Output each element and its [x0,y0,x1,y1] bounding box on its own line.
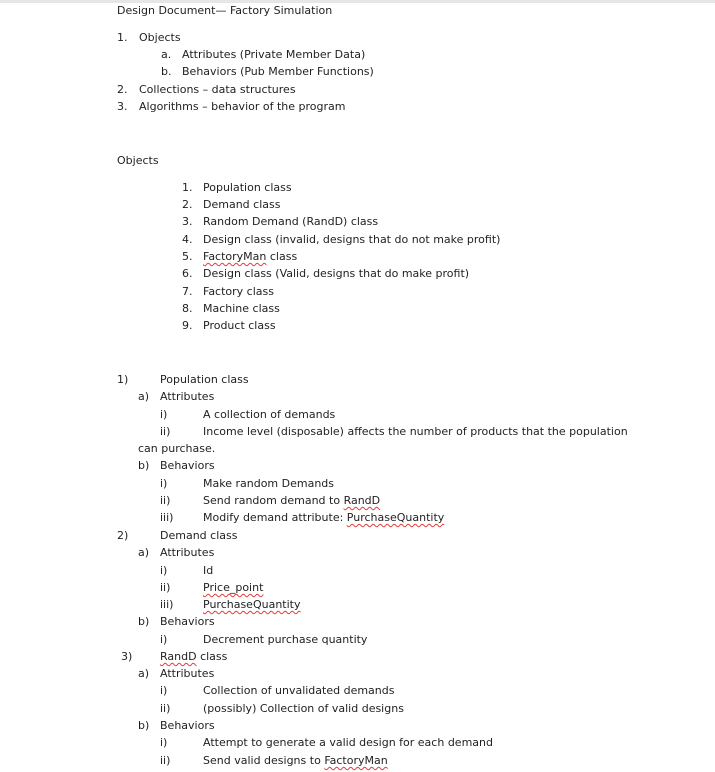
item-number: ii) [160,581,171,594]
spellcheck-word: Price_point [203,581,264,594]
item-text-body: Send random demand to [203,494,344,507]
behaviors-label: Behaviors [160,459,215,472]
list-item: Random Demand (RandD) class [203,215,379,228]
list-item: Design class (Valid, designs that do make profit) [203,267,470,280]
item-number: i) [160,633,168,646]
outline-number: 1. [117,31,128,44]
sub-letter: a) [138,390,150,403]
list-number: 2. [182,198,193,211]
list-item: Design class (invalid, designs that do not make profit) [203,233,501,246]
attributes-label: Attributes [160,667,215,680]
sub-letter: b) [138,615,150,628]
item-text: Attempt to generate a valid design for each demand [203,736,493,749]
list-number: 6. [182,267,193,280]
item-text-continued: can purchase. [138,442,216,455]
objects-heading: Objects [117,154,159,167]
item-text [203,494,380,508]
item-text-body: Modify demand attribute: [203,511,347,524]
section-number: 2) [117,529,129,542]
list-number: 1. [182,181,193,194]
spellcheck-word: PurchaseQuantity [203,598,301,611]
item-number: ii) [160,425,171,438]
section-title-suffix: class [196,650,228,663]
outline-number: 2. [117,83,128,96]
sub-letter: b) [138,459,150,472]
list-item [203,250,297,264]
list-number: 9. [182,319,193,332]
list-item: Machine class [203,302,280,315]
spellcheck-word: RandD [160,650,197,663]
attributes-label: Attributes [160,390,215,403]
item-text: (possibly) Collection of valid designs [203,702,404,715]
document-title: Design Document— Factory Simulation [117,4,333,17]
list-number: 3. [182,215,193,228]
section-number: 1) [117,373,129,386]
outline-item: Behaviors (Pub Member Functions) [182,65,374,78]
outline-item: Algorithms – behavior of the program [139,100,346,113]
spellcheck-word: PurchaseQuantity [346,511,445,524]
list-number: 7. [182,285,193,298]
section-number: 3) [121,650,133,663]
outline-number: a. [161,48,172,61]
item-text [203,511,444,525]
item-text: Make random Demands [203,477,335,490]
item-number: i) [160,684,168,697]
item-number: ii) [160,754,171,767]
spellcheck-word: FactoryMan [203,250,267,263]
outline-item: Objects [139,31,181,44]
attributes-label: Attributes [160,546,215,559]
item-text: Decrement purchase quantity [203,633,368,646]
spellcheck-word: RandD [343,494,381,507]
item-text: Income level (disposable) affects the number of products that the population [203,425,628,438]
list-item: Demand class [203,198,281,211]
behaviors-label: Behaviors [160,615,215,628]
section-title: Population class [160,373,249,386]
outline-number: 3. [117,100,128,113]
outline-number: b. [161,65,172,78]
list-number: 8. [182,302,193,315]
outline-item: Collections – data structures [139,83,296,96]
item-number: i) [160,736,168,749]
item-number: iii) [160,598,174,611]
section-title [160,650,227,664]
list-item: Population class [203,181,292,194]
list-number: 5. [182,250,193,263]
item-text: Collection of unvalidated demands [203,684,395,697]
spellcheck-word: FactoryMan [324,754,388,767]
behaviors-label: Behaviors [160,719,215,732]
item-number: iii) [160,511,174,524]
item-text: Id [203,564,214,577]
sub-letter: a) [138,667,150,680]
outline-item: Attributes (Private Member Data) [182,48,366,61]
list-item: Factory class [203,285,274,298]
item-number: ii) [160,494,171,507]
item-number: i) [160,408,168,421]
list-item-suffix: class [266,250,298,263]
item-text [203,754,388,768]
item-text: A collection of demands [203,408,336,421]
sub-letter: a) [138,546,150,559]
section-title: Demand class [160,529,238,542]
item-number: ii) [160,702,171,715]
list-number: 4. [182,233,193,246]
item-number: i) [160,564,168,577]
list-item: Product class [203,319,276,332]
sub-letter: b) [138,719,150,732]
item-number: i) [160,477,168,490]
item-text-body: Send valid designs to [203,754,325,767]
page-top-edge [0,0,715,3]
